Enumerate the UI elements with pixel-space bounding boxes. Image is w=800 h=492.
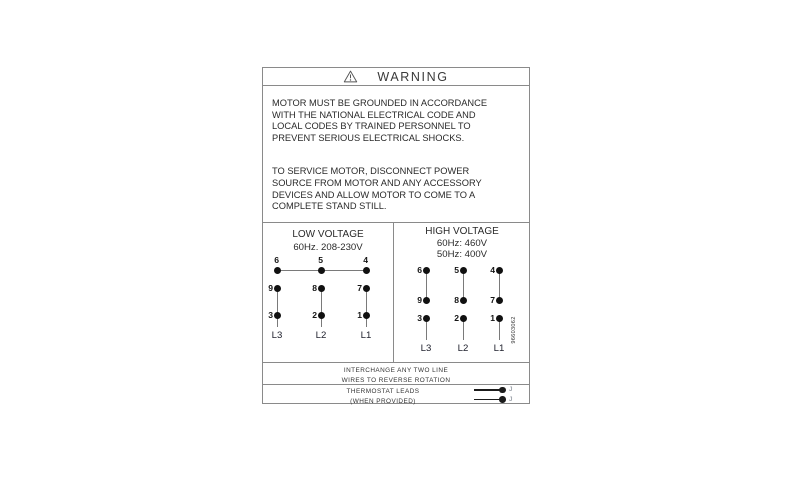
paragraph-line: TO SERVICE MOTOR, DISCONNECT POWER	[272, 166, 470, 177]
lv-terminal-9: 9	[268, 282, 273, 293]
hv-line-label-L3: L3	[420, 343, 432, 354]
lv-terminal-dot-8	[318, 285, 325, 292]
paragraph-line: DEVICES AND ALLOW MOTOR TO COME TO A	[272, 189, 476, 200]
thermostat-note	[263, 384, 529, 405]
paragraph-line: LOCAL CODES BY TRAINED PERSONNEL TO	[272, 121, 471, 132]
hv-terminal-5: 5	[454, 264, 459, 275]
lv-terminal-dot-5	[318, 267, 325, 274]
lv-line-label-L3: L3	[271, 330, 283, 341]
lv-terminal-dot-7	[363, 285, 370, 292]
hv-terminal-dot-7	[496, 297, 503, 304]
lv-terminal-dot-6	[274, 267, 281, 274]
lv-terminal-dot-4	[363, 267, 370, 274]
high-voltage-subtitle-60hz: 60Hz: 460V	[436, 238, 488, 249]
low-voltage-title: LOW VOLTAGE	[292, 229, 364, 240]
wiring-section	[263, 222, 529, 362]
lv-terminal-7: 7	[357, 282, 362, 293]
paragraph-line: PREVENT SERIOUS ELECTRICAL SHOCKS.	[272, 132, 465, 143]
warning-body	[272, 98, 525, 213]
thermostat-line1: THERMOSTAT LEADS	[346, 388, 420, 395]
hv-terminal-8: 8	[454, 294, 459, 305]
lv-terminal-5: 5	[318, 255, 324, 265]
grounding-paragraph	[272, 98, 525, 144]
hv-wire-6-9	[426, 270, 427, 300]
lv-terminal-6: 6	[274, 255, 280, 265]
hv-terminal-1: 1	[490, 312, 495, 323]
paragraph-line: COMPLETE STAND STILL.	[272, 201, 387, 212]
lv-terminal-dot-3	[274, 312, 281, 319]
rotation-note	[263, 362, 529, 384]
thermostat-lead-wire-1	[474, 389, 500, 391]
hv-terminal-dot-1	[496, 315, 503, 322]
hv-terminal-dot-5	[460, 267, 467, 274]
service-paragraph	[272, 166, 525, 212]
hv-line-label-L2: L2	[457, 343, 469, 354]
lv-terminal-dot-1	[363, 312, 370, 319]
hv-terminal-dot-8	[460, 297, 467, 304]
hv-terminal-dot-4	[496, 267, 503, 274]
paragraph-line: SOURCE FROM MOTOR AND ANY ACCESSORY	[272, 177, 482, 188]
warning-triangle-icon	[343, 70, 358, 83]
lv-line-label-L2: L2	[315, 330, 327, 341]
lv-wire-7-1	[366, 288, 367, 327]
hv-wire-4-7	[499, 270, 500, 300]
hv-terminal-dot-2	[460, 315, 467, 322]
lv-wire-9-3	[277, 288, 278, 327]
lv-terminal-4: 4	[363, 255, 369, 265]
lv-terminal-8: 8	[312, 282, 317, 293]
hv-terminal-7: 7	[490, 294, 495, 305]
hv-terminal-6: 6	[417, 264, 422, 275]
hv-line-label-L1: L1	[493, 343, 505, 354]
hv-terminal-dot-3	[423, 315, 430, 322]
thermostat-line2: (WHEN PROVIDED)	[350, 397, 416, 405]
high-voltage-title: HIGH VOLTAGE	[425, 226, 499, 237]
thermostat-lead-dot-1	[499, 387, 506, 394]
thermostat-lead-dot-2	[499, 396, 506, 403]
thermostat-lead-wire-2	[474, 399, 500, 401]
hv-terminal-4: 4	[490, 264, 495, 275]
thermostat-lead-label-2: J	[509, 395, 513, 403]
part-number: 96603062	[511, 316, 517, 344]
lv-terminal-1: 1	[357, 309, 362, 320]
hv-terminal-3: 3	[417, 312, 422, 323]
hv-terminal-dot-9	[423, 297, 430, 304]
hv-terminal-9: 9	[417, 294, 422, 305]
high-voltage-subtitle-50hz: 50Hz: 400V	[436, 249, 488, 260]
warning-title: WARNING	[377, 69, 449, 84]
warning-header	[263, 68, 529, 86]
lv-line-label-L1: L1	[360, 330, 372, 341]
hv-terminal-2: 2	[454, 312, 459, 323]
low-voltage-subtitle: 60Hz. 208-230V	[293, 242, 363, 253]
paragraph-line: WITH THE NATIONAL ELECTRICAL CODE AND	[272, 109, 476, 120]
lv-terminal-2: 2	[312, 309, 317, 320]
lv-wire-8-2	[321, 288, 322, 327]
rotation-note-line1: INTERCHANGE ANY TWO LINE	[343, 367, 449, 374]
paragraph-line: MOTOR MUST BE GROUNDED IN ACCORDANCE	[272, 98, 488, 108]
hv-wire-5-8	[463, 270, 464, 300]
hv-terminal-dot-6	[423, 267, 430, 274]
lv-terminal-3: 3	[268, 309, 273, 320]
rotation-note-line2: WIRES TO REVERSE ROTATION	[341, 376, 451, 384]
lv-terminal-dot-2	[318, 312, 325, 319]
motor-warning-label	[262, 67, 530, 404]
lv-terminal-dot-9	[274, 285, 281, 292]
thermostat-lead-label-1: J	[509, 386, 513, 393]
